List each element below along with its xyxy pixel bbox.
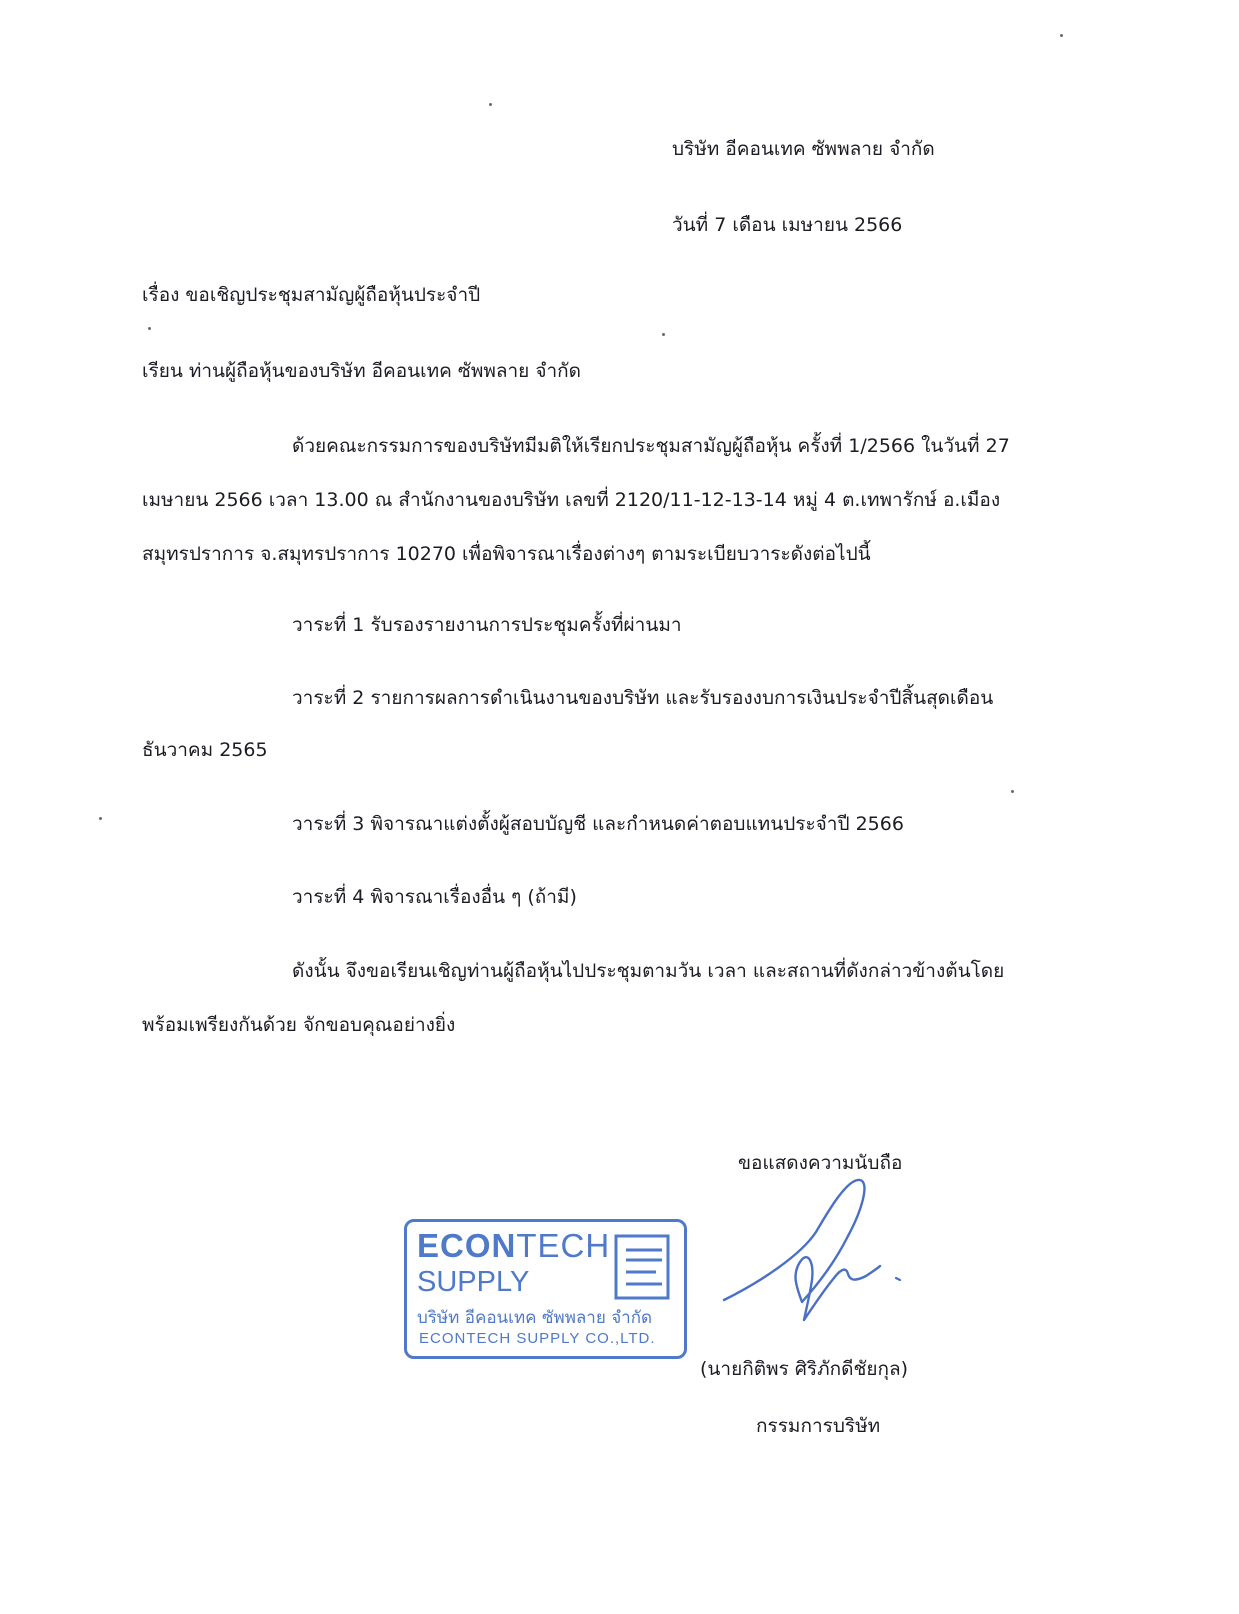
signature-icon	[720, 1170, 910, 1340]
scan-speck	[1060, 34, 1063, 37]
agenda-item-3: วาระที่ 3 พิจารณาแต่งตั้งผู้สอบบัญชี และกำหนดค่าตอบแทนประจำปี 2566	[292, 813, 904, 835]
intro-paragraph-line: เมษายน 2566 เวลา 13.00 ณ สำนักงานของบริษัท เลขที่ 2120/11-12-13-14 หมู่ 4 ต.เทพารักษ์ อ.เมือง	[142, 489, 1001, 511]
conclusion-paragraph-line: ดังนั้น จึงขอเรียนเชิญท่านผู้ถือหุ้นไปประชุมตามวัน เวลา และสถานที่ดังกล่าวข้างต้นโดย	[292, 960, 1005, 982]
signatory-name: (นายกิติพร ศิริภักดีชัยกุล)	[700, 1358, 909, 1380]
stamp-brand	[417, 1228, 610, 1264]
agenda-item-2-continued: ธันวาคม 2565	[142, 739, 268, 761]
signatory-title: กรรมการบริษัท	[756, 1415, 881, 1437]
company-name: บริษัท อีคอนเทค ซัพพลาย จำกัด	[672, 138, 935, 160]
stamp-english-name: ECONTECH SUPPLY CO.,LTD.	[419, 1330, 656, 1347]
stamp-brand-bold: ECON	[417, 1227, 517, 1264]
addressee-line: เรียน ท่านผู้ถือหุ้นของบริษัท อีคอนเทค ซัพพลาย จำกัด	[142, 360, 581, 382]
scan-speck	[489, 103, 492, 106]
scan-speck	[148, 327, 151, 330]
letter-date: วันที่ 7 เดือน เมษายน 2566	[672, 214, 903, 236]
intro-paragraph-line: ด้วยคณะกรรมการของบริษัทมีมติให้เรียกประชุมสามัญผู้ถือหุ้น ครั้งที่ 1/2566 ในวันที่ 27	[292, 435, 1010, 457]
stamp-supply: SUPPLY	[417, 1266, 530, 1298]
company-stamp	[404, 1219, 687, 1359]
stamp-logo-icon	[612, 1232, 672, 1302]
agenda-item-2: วาระที่ 2 รายการผลการดำเนินงานของบริษัท และรับรองงบการเงินประจำปีสิ้นสุดเดือน	[292, 687, 994, 709]
scan-speck	[662, 333, 665, 336]
scan-speck	[99, 817, 102, 820]
agenda-item-4: วาระที่ 4 พิจารณาเรื่องอื่น ๆ (ถ้ามี)	[292, 886, 577, 908]
conclusion-paragraph-line: พร้อมเพรียงกันด้วย จักขอบคุณอย่างยิ่ง	[142, 1014, 456, 1036]
stamp-thai-name: บริษัท อีคอนเทค ซัพพลาย จำกัด	[417, 1308, 653, 1328]
agenda-item-1: วาระที่ 1 รับรองรายงานการประชุมครั้งที่ผ่านมา	[292, 614, 682, 636]
stamp-brand-rest: TECH	[516, 1227, 611, 1264]
intro-paragraph-line: สมุทรปราการ จ.สมุทรปราการ 10270 เพื่อพิจารณาเรื่องต่างๆ ตามระเบียบวาระดังต่อไปนี้	[142, 543, 871, 565]
closing-salutation: ขอแสดงความนับถือ	[738, 1152, 903, 1174]
scan-speck	[1011, 790, 1014, 793]
subject-line: เรื่อง ขอเชิญประชุมสามัญผู้ถือหุ้นประจำปี	[142, 284, 481, 306]
